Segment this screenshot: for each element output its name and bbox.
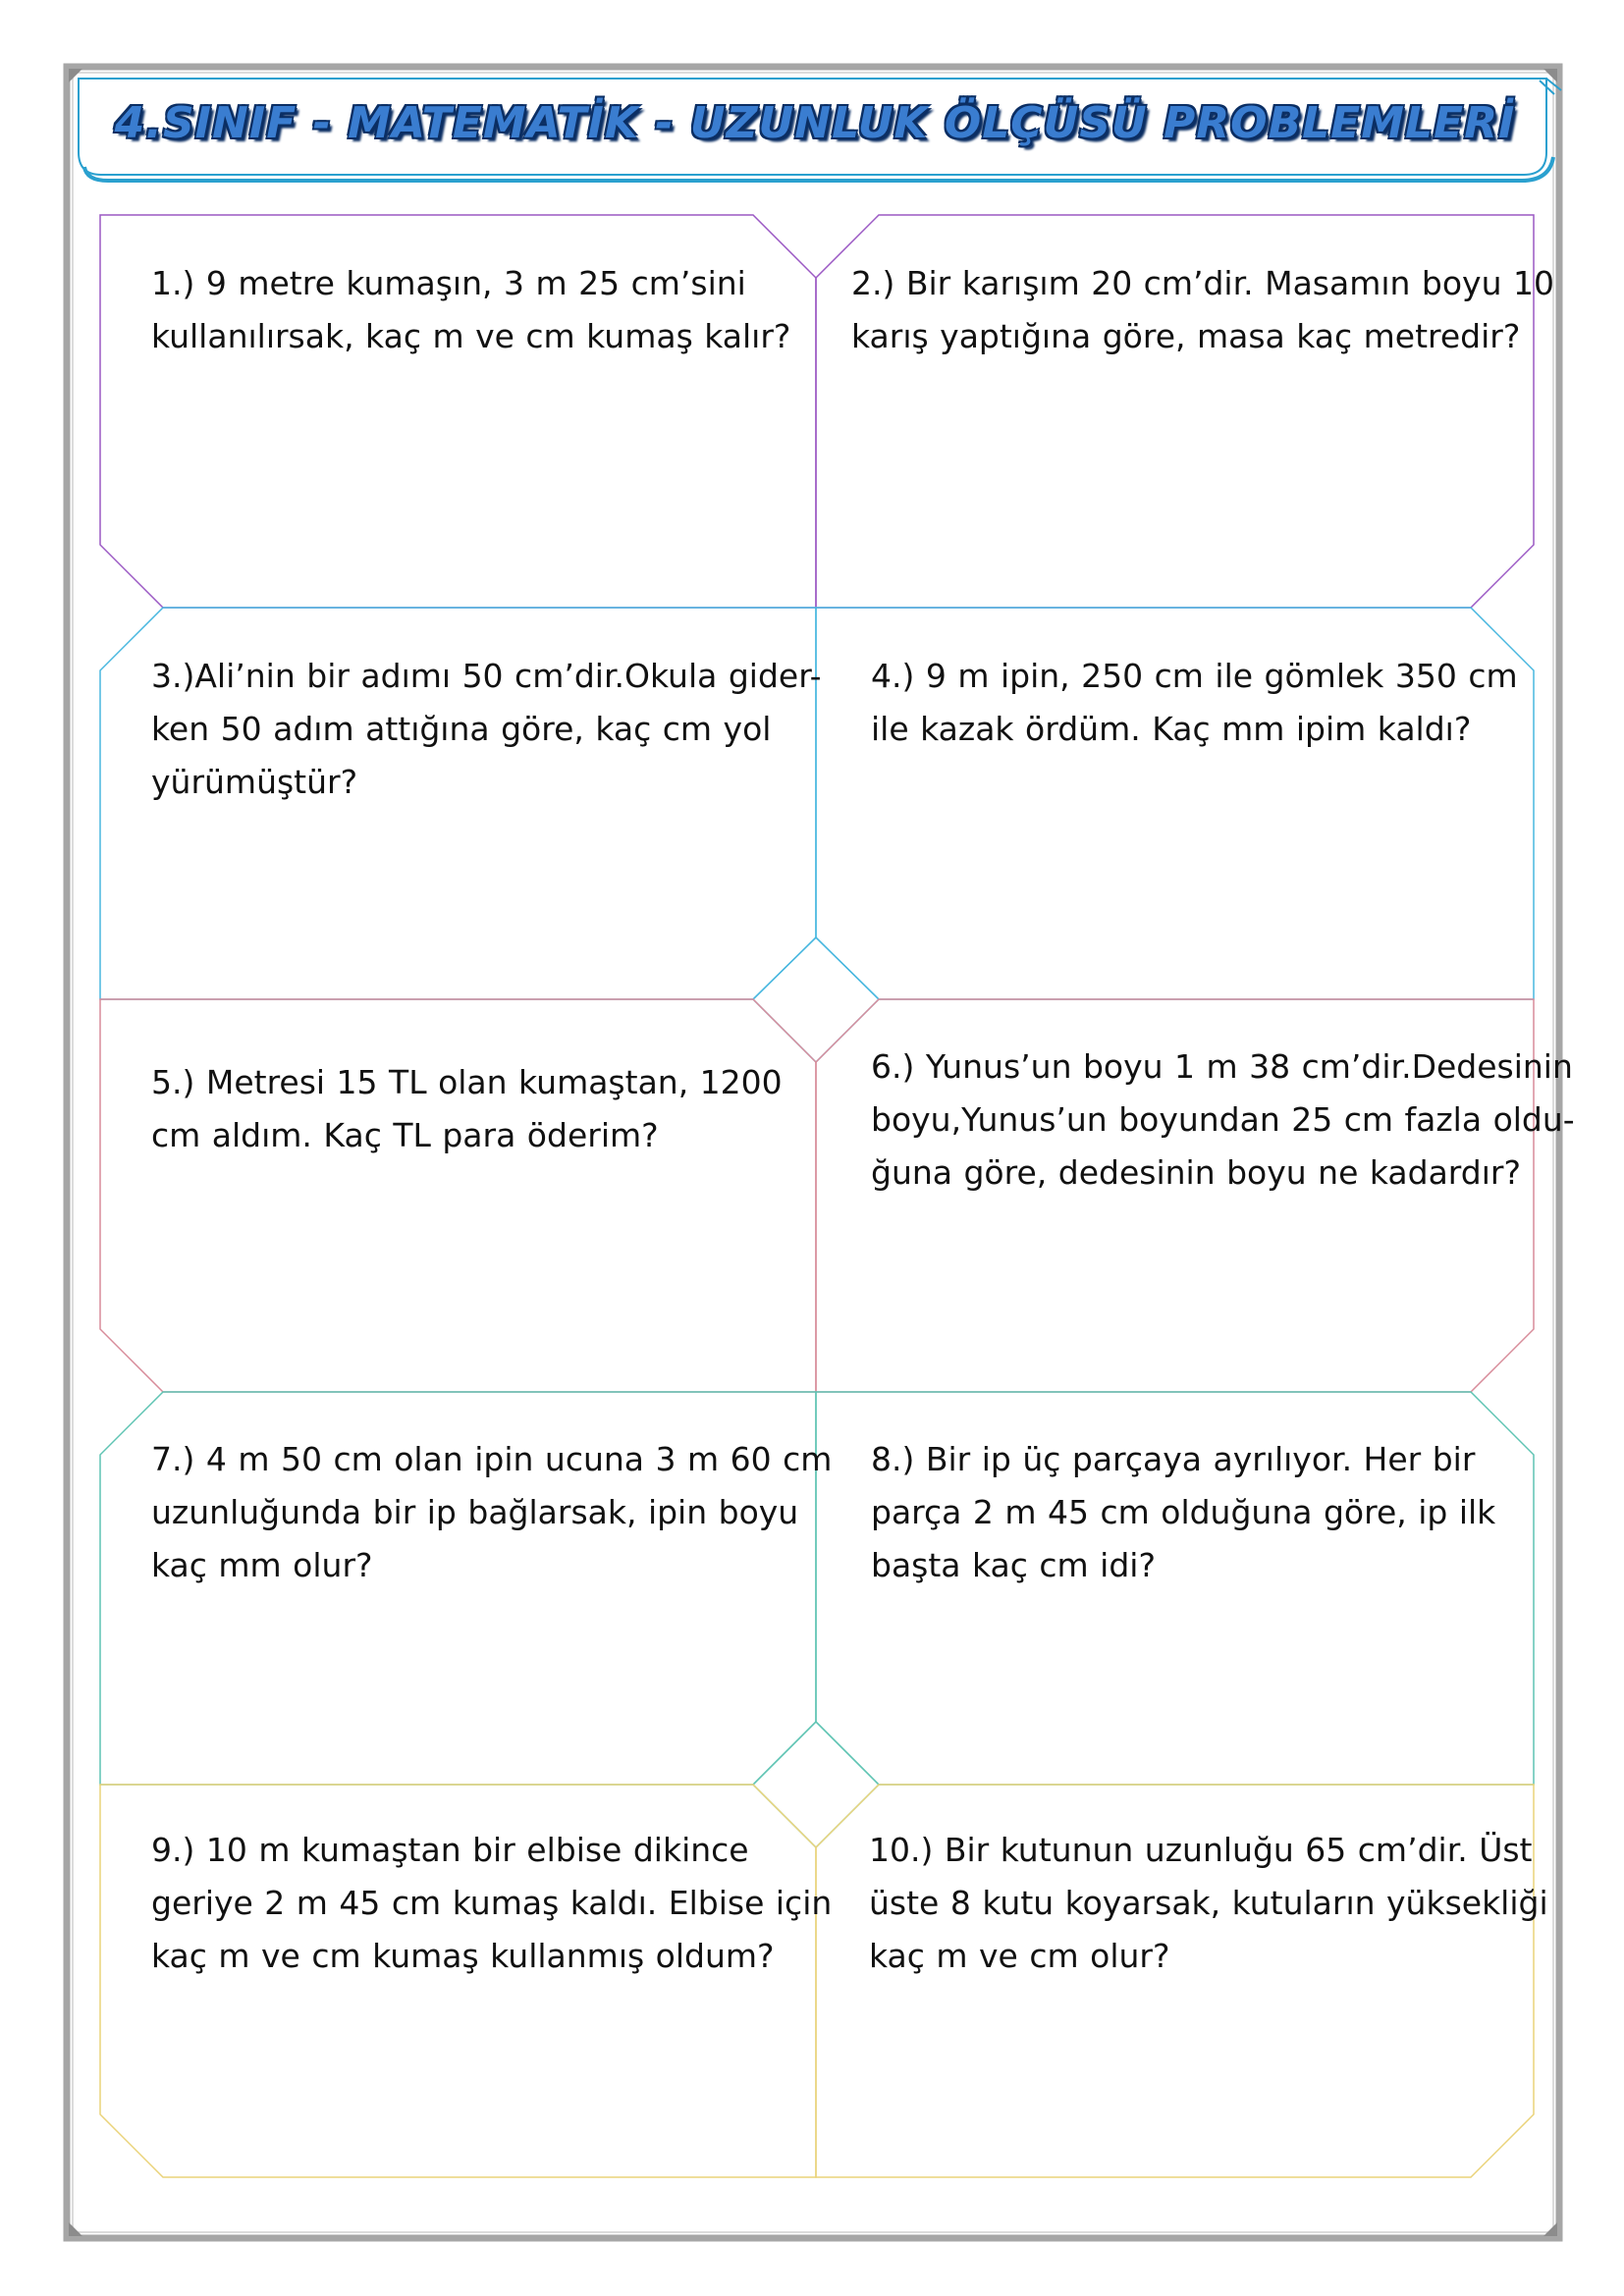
question-line: 1.) 9 metre kumaşın, 3 m 25 cm’sini — [151, 264, 746, 302]
question-line: kullanılırsak, kaç m ve cm kumaş kalır? — [151, 317, 791, 355]
question-line: karış yaptığına göre, masa kaç metredir? — [851, 317, 1521, 355]
question-line: uzunluğunda bir ip bağlarsak, ipin boyu — [151, 1493, 799, 1531]
question-line: üste 8 kutu koyarsak, kutuların yüksekliği — [869, 1884, 1548, 1922]
question-6 — [871, 1041, 1575, 1200]
question-line: yürümüştür? — [151, 763, 358, 801]
question-7 — [151, 1433, 833, 1592]
question-4 — [871, 650, 1519, 756]
corner-mark-br — [1543, 2222, 1557, 2236]
worksheet-title: 4.SINIF - MATEMATİK - UZUNLUK ÖLÇÜSÜ PROBLEMLERİ — [114, 98, 1516, 148]
question-line: 4.) 9 m ipin, 250 cm ile gömlek 350 cm — [871, 657, 1518, 695]
question-line: ğuna göre, dedesinin boyu ne kadardır? — [871, 1153, 1521, 1192]
corner-mark-tl — [69, 69, 82, 82]
corner-mark-bl — [69, 2222, 82, 2236]
question-line: geriye 2 m 45 cm kumaş kaldı. Elbise için — [151, 1884, 833, 1922]
question-line: kaç mm olur? — [151, 1546, 373, 1584]
question-line: 9.) 10 m kumaştan bir elbise dikince — [151, 1831, 749, 1869]
question-line: kaç m ve cm olur? — [869, 1937, 1170, 1975]
question-line: 5.) Metresi 15 TL olan kumaştan, 1200 — [151, 1063, 783, 1101]
question-line: 7.) 4 m 50 cm olan ipin ucuna 3 m 60 cm — [151, 1440, 833, 1478]
question-2 — [851, 257, 1554, 363]
question-5 — [151, 1056, 799, 1162]
question-line: cm aldım. Kaç TL para öderim? — [151, 1116, 659, 1154]
question-line: 3.)Ali’nin bir adımı 50 cm’dir.Okula gider- — [151, 657, 822, 695]
question-3 — [151, 650, 822, 809]
question-line: 10.) Bir kutunun uzunluğu 65 cm’dir. Üst — [869, 1831, 1533, 1869]
title-banner-shadow — [84, 157, 1553, 181]
question-9 — [151, 1824, 833, 1983]
question-line: parça 2 m 45 cm olduğuna göre, ip ilk — [871, 1493, 1496, 1531]
question-line: 6.) Yunus’un boyu 1 m 38 cm’dir.Dedesinin — [871, 1047, 1573, 1086]
question-8 — [871, 1433, 1519, 1592]
question-line: boyu,Yunus’un boyundan 25 cm fazla oldu- — [871, 1100, 1575, 1139]
question-1 — [151, 257, 799, 363]
question-line: ile kazak ördüm. Kaç mm ipim kaldı? — [871, 710, 1472, 748]
question-line: başta kaç cm idi? — [871, 1546, 1156, 1584]
question-line: ken 50 adım attığına göre, kaç cm yol — [151, 710, 772, 748]
center-diamond-1 — [753, 937, 879, 1062]
question-10 — [869, 1824, 1548, 1983]
question-line: 8.) Bir ip üç parçaya ayrılıyor. Her bir — [871, 1440, 1476, 1478]
question-line: 2.) Bir karışım 20 cm’dir. Masamın boyu 10 — [851, 264, 1554, 302]
question-line: kaç m ve cm kumaş kullanmış oldum? — [151, 1937, 775, 1975]
